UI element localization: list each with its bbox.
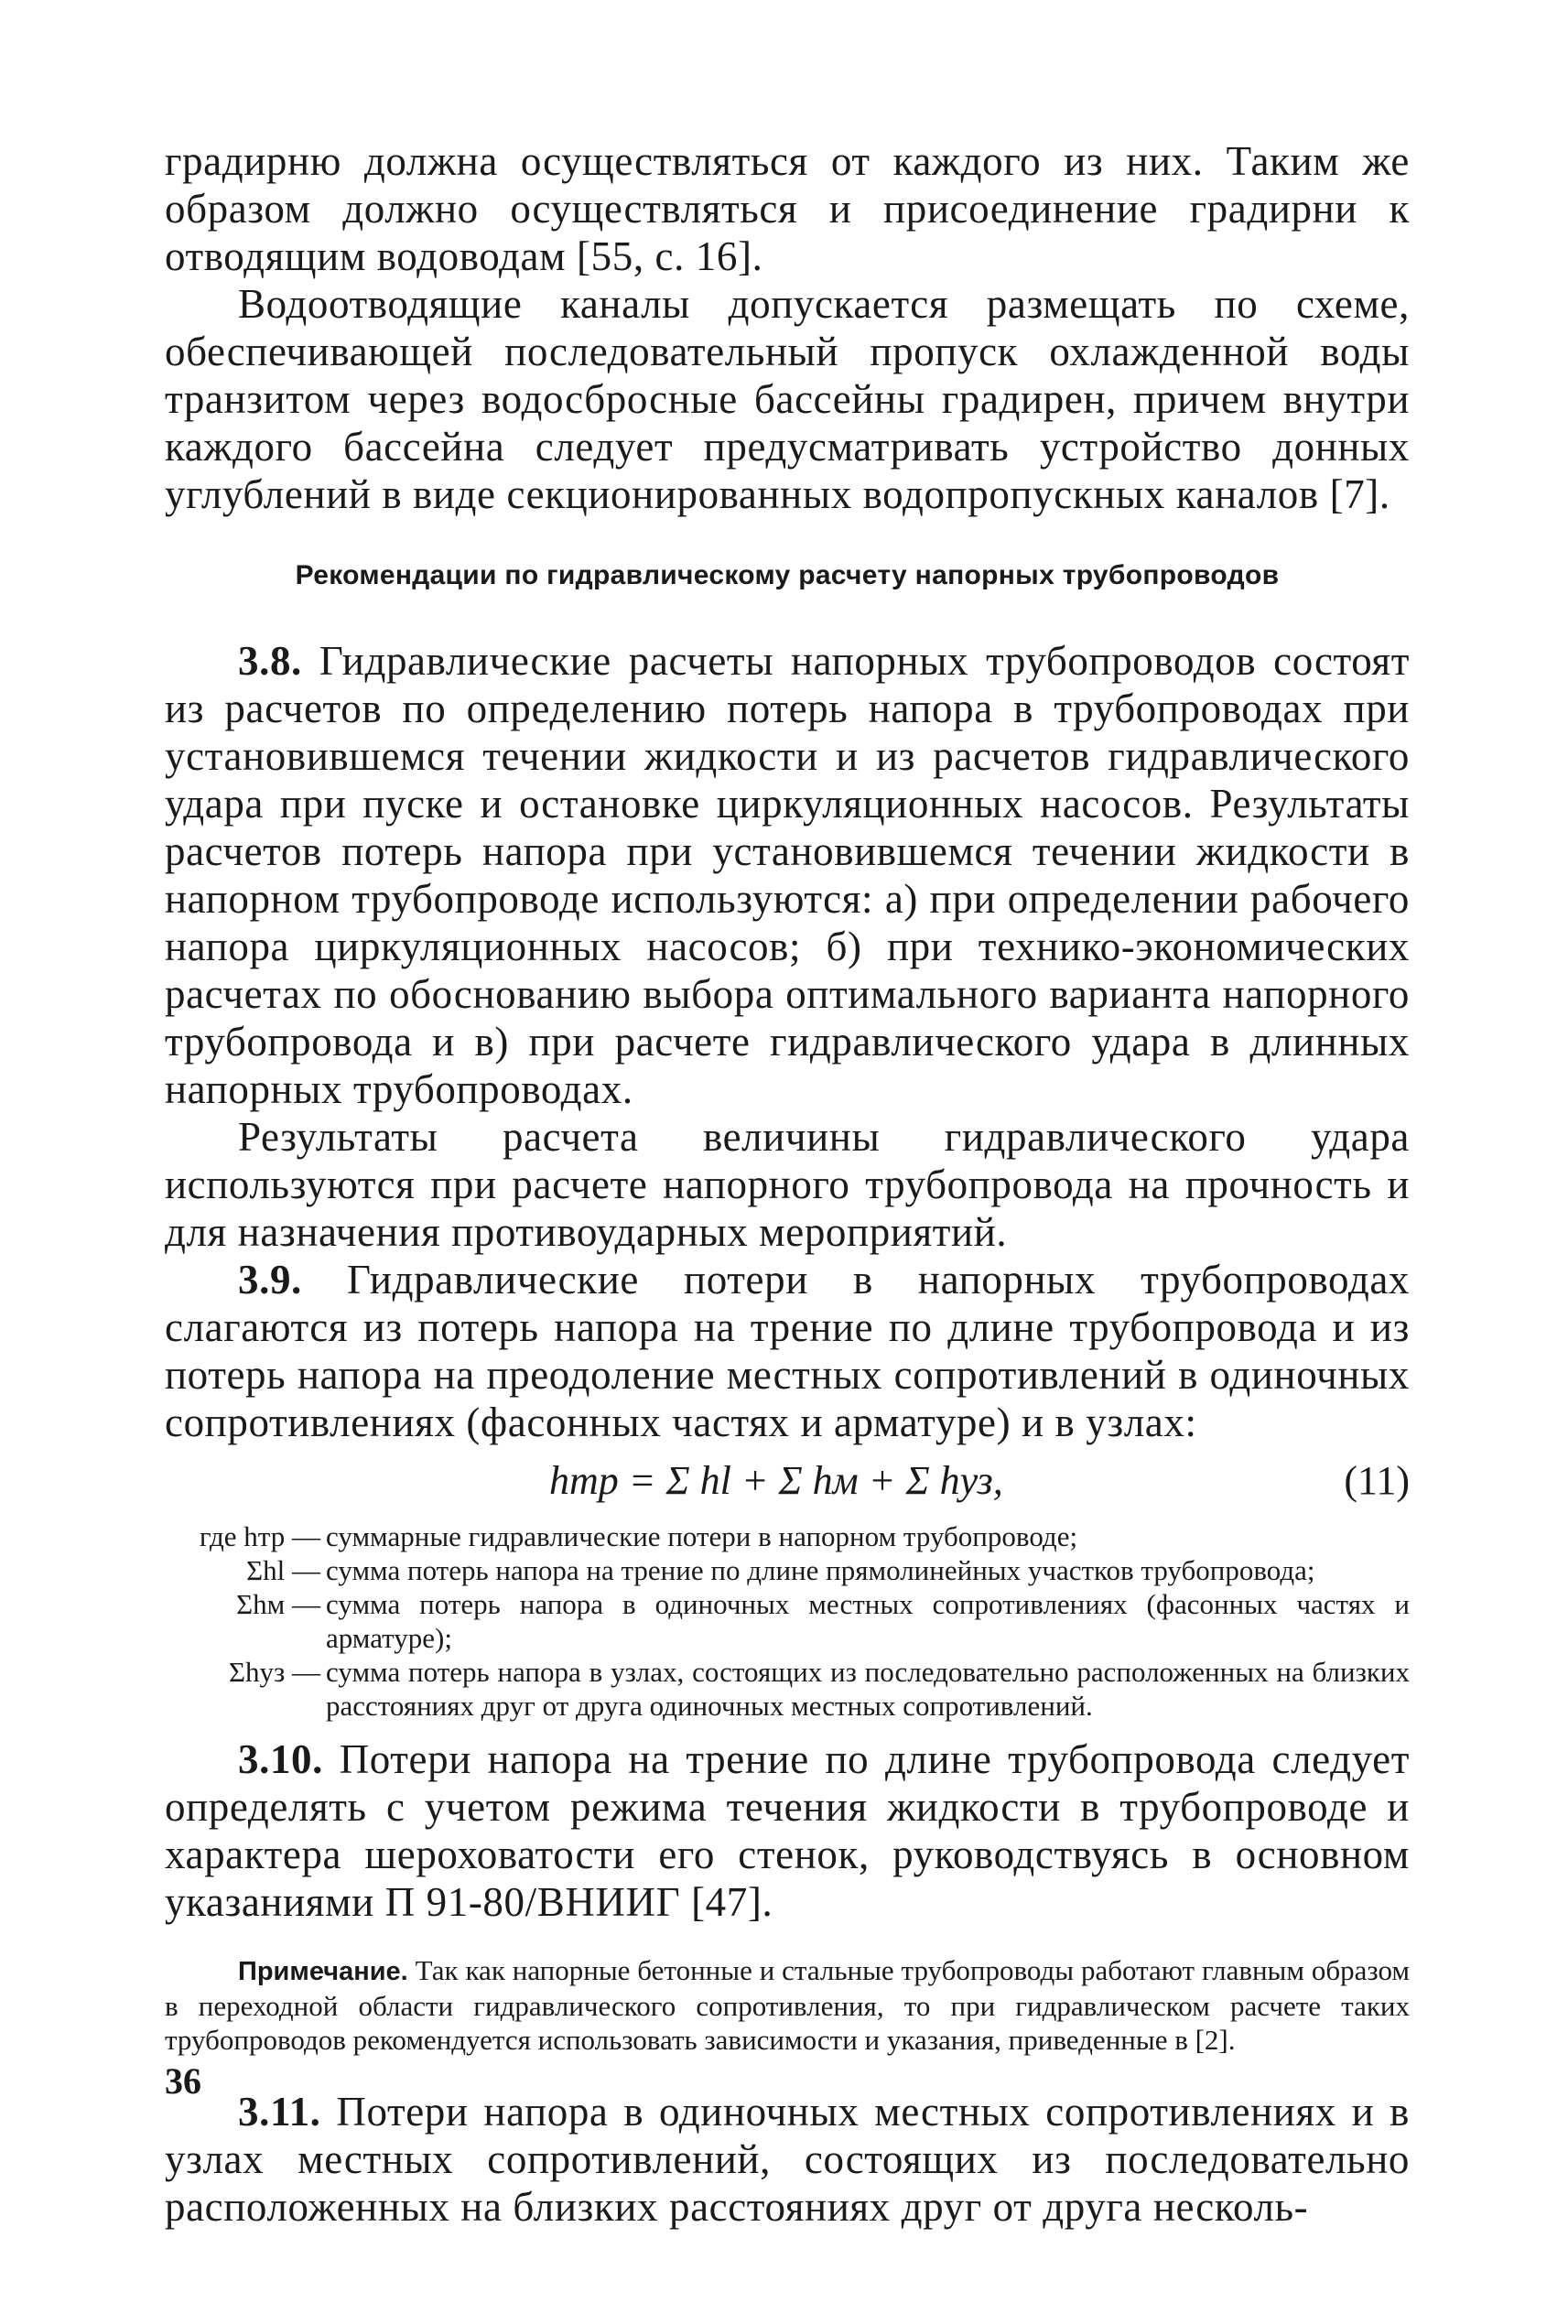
section-text: Потери напора в одиночных местных сопротивлениях и в узлах местных сопротивлений, состоящих из последовательно расположенных на близких расстояниях друг от друга несколь- (165, 2089, 1410, 2230)
section-text: Гидравлические потери в напорных трубопроводах слагаются из потерь напора на трение по длине трубопровода и из потерь напора на преодоление местных сопротивлений в одиночных сопротивлениях (фасонных частях и арматуре) и в узлах: (165, 1257, 1410, 1445)
definition-term: Σhуз — (228, 1656, 320, 1688)
formula-number: (11) (1344, 1458, 1410, 1503)
definition-text: сумма потерь напора в узлах, состоящих из последовательно расположенных на близких расстояниях друг от друга одиночных местных сопротивлений. (326, 1656, 1410, 1722)
note-label: Примечание. (238, 1957, 408, 1986)
note-text: Так как напорные бетонные и стальные трубопроводы работают главным образом в переходной области гидравлического сопротивления, то при гидравлическом расчете таких трубопроводов рекомендуется использовать зависимости и указания, приведенные в [2]. (165, 1954, 1410, 2056)
document-page (165, 137, 1410, 2231)
definitions-list (165, 1519, 1410, 1723)
paragraph-drainage-channels: Водоотводящие каналы допускается размещать по схеме, обеспечивающей последовательный пропуск охлажденной воды транзитом через водосбросные бассейны градирен, причем внутри каждого бассейна следует предусматривать устройство донных углублений в виде секционированных водопропускных каналов [7]. (165, 281, 1410, 517)
section-heading: Рекомендации по гидравлическому расчету напорных трубопроводов (295, 560, 1280, 590)
page-number: 36 (165, 2060, 201, 2102)
section-text: Потери напора на трение по длине трубопровода следует определять с учетом режима течения жидкости в трубопроводе и характера шероховатости его стенок, руководствуясь в основном указаниями П 91-80/ВНИИГ [47]. (165, 1736, 1410, 1925)
definition-text: сумма потерь напора в одиночных местных сопротивлениях (фасонных частях и арматуре); (326, 1588, 1410, 1654)
section-number: 3.8. (238, 638, 302, 684)
section-text: Гидравлические расчеты напорных трубопроводов состоят из расчетов по определению потерь напора в трубопроводах при установившемся течении жидкости и из расчетов гидравлического удара при пуске и остановке циркуляционных насосов. Результаты расчетов потерь напора при установившемся течении жидкости в напорном трубопроводе используются: а) при определении рабочего напора циркуляционных насосов; б) при технико-экономических расчетах по обоснованию выбора оптимального варианта напорного трубопровода и в) при расчете гидравлического удара в длинных напорных трубопроводах. (165, 638, 1410, 1112)
definition-item (165, 1587, 1410, 1655)
definition-text: сумма потерь напора на трение по длине прямолинейных участков трубопровода; (326, 1554, 1315, 1586)
definition-term: где hтр — (199, 1520, 320, 1552)
section-3-8-continued: Результаты расчета величины гидравлического удара используются при расчете напорного трубопровода на прочность и для назначения противоударных мероприятий. (165, 1114, 1410, 1255)
section-number: 3.10. (238, 1736, 323, 1782)
note-block (165, 1953, 1410, 2057)
definition-text: суммарные гидравлические потери в напорном трубопроводе; (326, 1520, 1078, 1552)
definition-item (165, 1655, 1410, 1723)
section-3-9 (165, 1256, 1410, 1446)
section-3-11 (165, 2088, 1410, 2231)
section-number: 3.11. (238, 2089, 321, 2135)
paragraph-continuation: градирню должна осуществляться от каждого из них. Таким же образом должно осуществляться и присоединение градирни к отводящим водоводам [55, с. 16]. (165, 138, 1410, 279)
section-3-10 (165, 1735, 1410, 1926)
definition-item (165, 1553, 1410, 1587)
formula-row (165, 1452, 1410, 1512)
definition-term: Σhl — (246, 1554, 320, 1586)
section-3-8 (165, 637, 1410, 1113)
formula-expression: hтр = Σ hl + Σ hм + Σ hуз, (549, 1458, 1003, 1503)
section-number: 3.9. (238, 1257, 302, 1303)
definition-term: Σhм — (236, 1588, 320, 1620)
definition-item (165, 1519, 1410, 1553)
